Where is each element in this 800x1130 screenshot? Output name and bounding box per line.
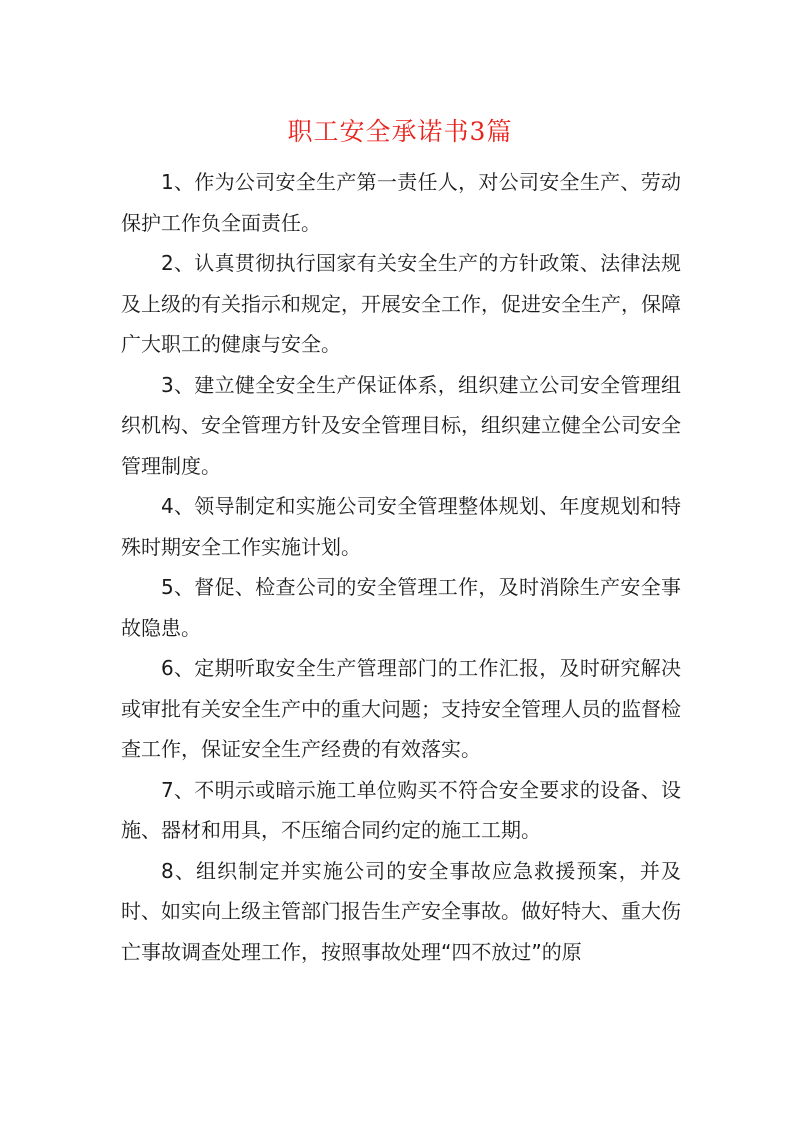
paragraph-4: 4、领导制定和实施公司安全管理整体规划、年度规划和特殊时期安全工作实施计划。 — [121, 494, 681, 559]
paragraph-7: 7、不明示或暗示施工单位购买不符合安全要求的设备、设施、器材和用具，不压缩合同约定的施工工期。 — [121, 777, 681, 842]
paragraph-6: 6、定期听取安全生产管理部门的工作汇报，及时研究解决或审批有关安全生产中的重大问题；支持安全管理人员的监督检查工作，保证安全生产经费的有效落实。 — [121, 656, 681, 761]
paragraph-2: 2、认真贯彻执行国家有关安全生产的方针政策、法律法规及上级的有关指示和规定，开展安全工作，促进安全生产，保障广大职工的健康与安全。 — [121, 251, 681, 356]
paragraph-3: 3、建立健全安全生产保证体系，组织建立公司安全管理组织机构、安全管理方针及安全管理目标，组织建立健全公司安全管理制度。 — [121, 372, 681, 478]
paragraph-8: 8、组织制定并实施公司的安全事故应急救援预案，并及时、如实向上级主管部门报告生产安全事故。做好特大、重大伤亡事故调查处理工作，按照事故处理“四不放过”的原 — [121, 858, 681, 964]
page-title: 职工安全承诺书3篇 — [287, 117, 513, 146]
paragraph-1: 1、作为公司安全生产第一责任人，对公司安全生产、劳动保护工作负全面责任。 — [121, 170, 681, 235]
paragraph-5: 5、督促、检查公司的安全管理工作，及时消除生产安全事故隐患。 — [121, 575, 681, 640]
document-body — [121, 162, 681, 972]
